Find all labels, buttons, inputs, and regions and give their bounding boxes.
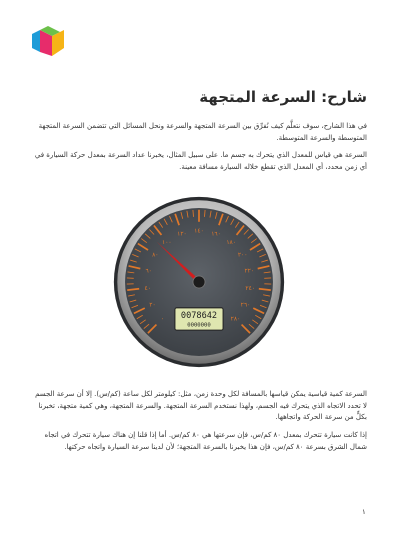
logo-icon (30, 26, 66, 56)
intro-paragraph: في هذا الشارح، سوف نتعلَّم كيف نُفرِّق بين السرعة المتجهة والسرعة ونحل المسائل التي تتضمن السرعة المتجهة المتوسطة والسرعة المتوسطة. (38, 122, 367, 142)
gauge-label: ١٦٠ (211, 230, 221, 238)
gauge-label: ٢٨٠ (230, 315, 241, 323)
gauge-label: ١٤٠ (194, 227, 204, 235)
gauge-label: ٨٠ (152, 251, 159, 259)
speed-definition-paragraph: السرعة هي قياس للمعدل الذي يتحرك به جسم ما. على سبيل المثال، يخبرنا عداد السرعة بمعدل حركة السيارة في أي زمن محدد، أي المعدل الذي تقطع خلاله السيارة مسافة معينة. (34, 151, 367, 171)
gauge-label: ٢٦٠ (240, 301, 251, 309)
gauge-label: ٦٠ (145, 267, 152, 275)
gauge-label: ٢٢٠ (244, 267, 255, 275)
trip-value: 0000000 (187, 322, 211, 329)
gauge-label: ١٢٠ (177, 230, 187, 238)
gauge-tick (204, 210, 205, 217)
gauge-label: ١٨٠ (226, 238, 237, 246)
gauge-label: ١٠٠ (161, 238, 172, 246)
speedometer-illustration (113, 196, 285, 368)
gauge-label: ٢٠٠ (237, 251, 248, 259)
needle-hub (193, 276, 205, 288)
scalar-vector-paragraph: السرعة كمية قياسية يمكن قياسها بالمسافة لكل وحدة زمن، مثل: كيلومتر لكل ساعة (كم/س). إلا أن سرعة الجسم لا تحدد الاتجاه الذي يتحرك فيه الجسم، ولهذا نستخدم السرعة المتجهة. والسرعة المتجهة، وهي كمية متجهة، تخبرنا بكلٍّ من سرعة الحركة واتجاهها. (35, 390, 367, 421)
gauge-label: ٢٤٠ (245, 284, 256, 292)
gauge-tick (193, 210, 194, 217)
gauge-label: ٢٠ (149, 301, 156, 309)
gauge-label: ٠ (160, 315, 165, 323)
page-number: ١ (362, 508, 366, 516)
page-title: شارح: السرعة المتجهة (199, 88, 367, 106)
gauge-label: ٤٠ (144, 284, 151, 292)
example-paragraph: إذا كانت سيارة تتحرك بمعدل ٨٠ كم/س، فإن سرعتها هي ٨٠ كم/س. أما إذا قلنا إن هناك سيارة تتحرك في اتجاه شمال الشرق بسرعة ٨٠ كم/س، فإن هذا يخبرنا بالسرعة المتجهة؛ لأن لدينا سرعة السيارة واتجاه حركتها. (44, 431, 367, 451)
odometer-value: 0078642 (180, 311, 218, 322)
